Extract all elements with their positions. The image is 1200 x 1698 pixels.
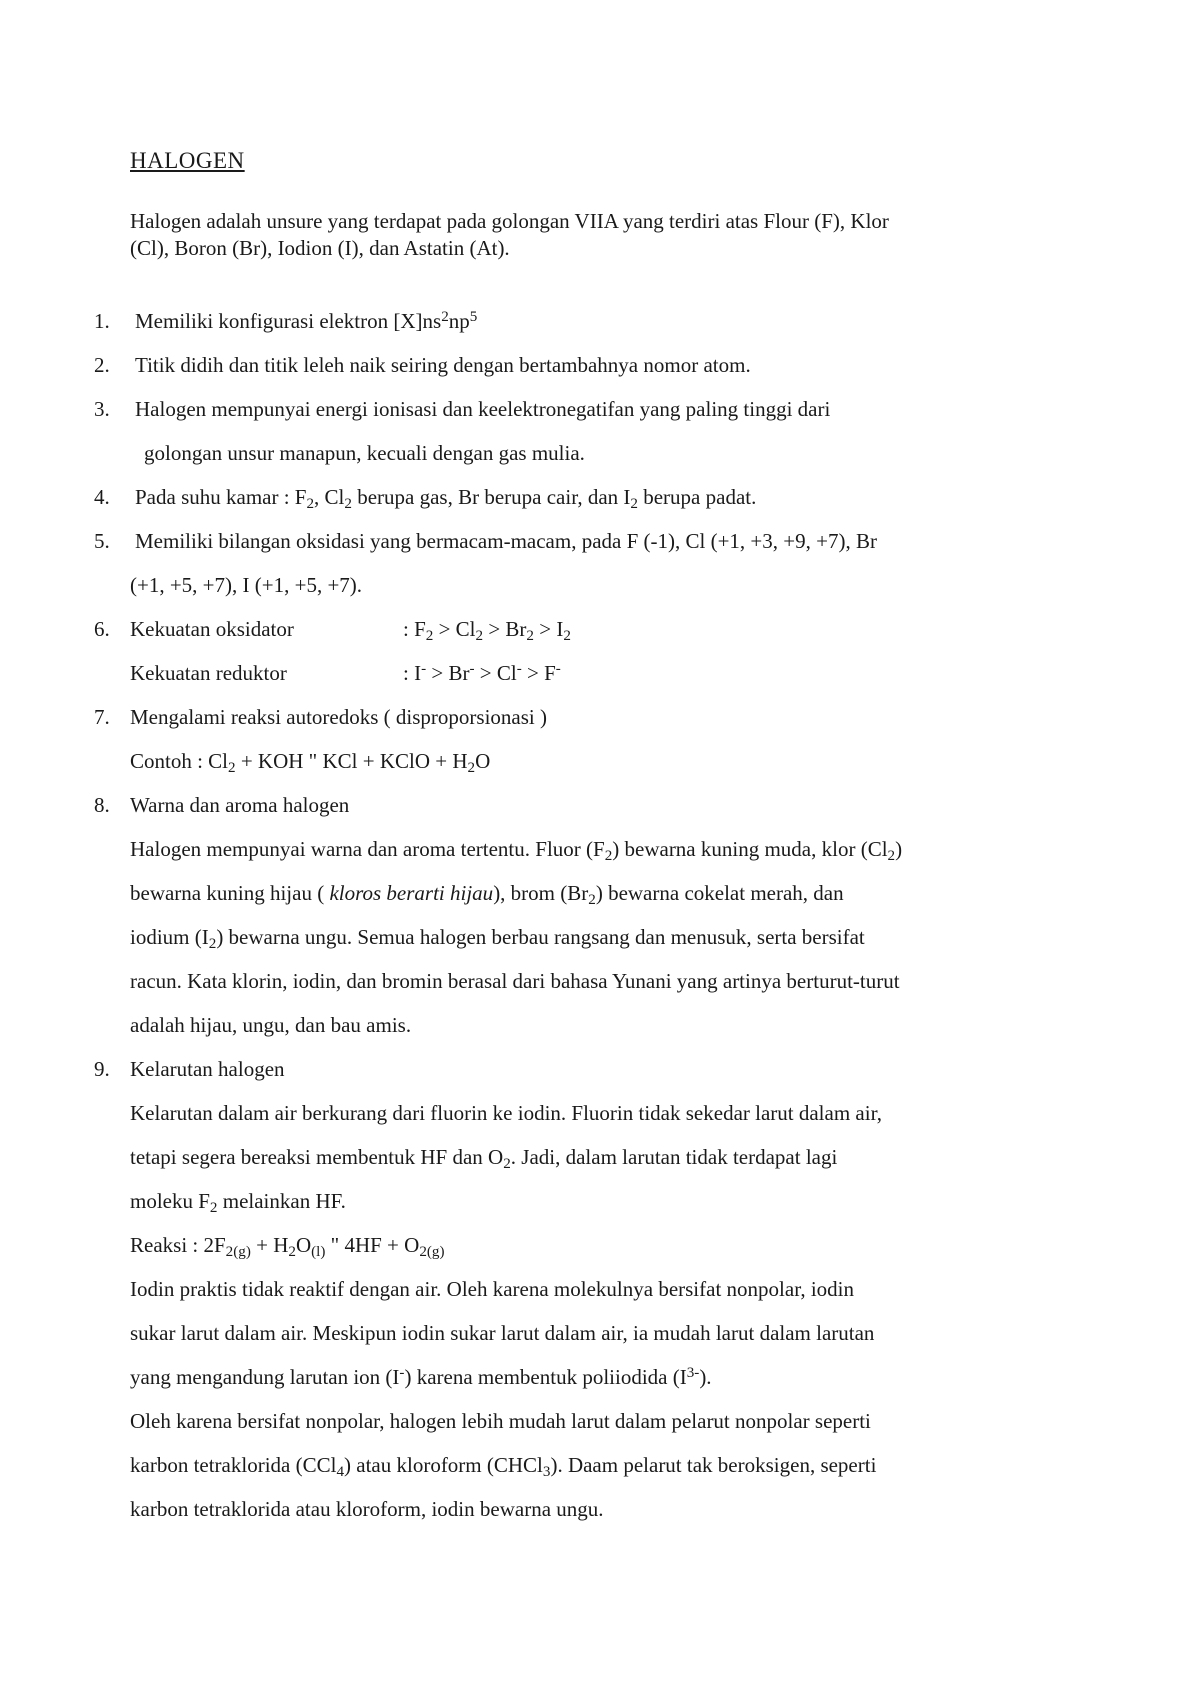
item-number: 3.: [94, 397, 110, 421]
item-text: Warna dan aroma halogen: [130, 793, 350, 817]
item-text: moleku $F_2$ melainkan HF.: [130, 1189, 346, 1216]
item-number: 4.: [94, 485, 110, 509]
item-text: Iodin praktis tidak reaktif dengan air. Oleh karena molekulnya bersifat nonpolar, iodin: [130, 1277, 855, 1301]
item-text: racun. Kata klorin, iodin, dan bromin berasal dari bahasa Yunani yang artinya berturut-turut: [130, 969, 900, 993]
item-text: iodium $(I_2)$ bewarna ungu. Semua halogen berbau rangsang dan menusuk, serta bersifat: [130, 925, 865, 952]
intro-line: (Cl), Boron (Br), Iodion (I), dan Astatin (At).: [130, 236, 510, 260]
item-text: Pada suhu kamar : $F_2$, $Cl_2$ berupa gas, Br berupa cair, dan $I_2$ berupa padat.: [135, 485, 757, 512]
intro-paragraph: [130, 208, 1030, 262]
item-text: Mengalami reaksi autoredoks ( disproporsionasi ): [130, 705, 547, 729]
item-label: Kekuatan reduktor: [130, 661, 287, 685]
item-text: Titik didih dan titik leleh naik seiring dengan bertambahnya nomor atom.: [135, 353, 751, 377]
item-number: 7.: [94, 705, 110, 729]
item-text: Memiliki konfigurasi elektron $[X]ns^2np^5$: [135, 309, 478, 333]
item-text: Halogen mempunyai energi ionisasi dan keelektronegatifan yang paling tinggi dari: [135, 397, 831, 421]
item-text: bewarna kuning hijau ( kloros berarti hijau), brom $(Br_2)$ bewarna cokelat merah, dan: [130, 881, 844, 908]
item-text: Oleh karena bersifat nonpolar, halogen lebih mudah larut dalam pelarut nonpolar seperti: [130, 1409, 871, 1433]
item-text: Kelarutan dalam air berkurang dari fluorin ke iodin. Fluorin tidak sekedar larut dalam air,: [130, 1101, 882, 1125]
item-text: Kelarutan halogen: [130, 1057, 285, 1081]
intro-line: Halogen adalah unsure yang terdapat pada golongan VIIA yang terdiri atas Flour (F), Klor: [130, 209, 889, 233]
item-number: 5.: [94, 529, 110, 553]
page-title: HALOGEN: [130, 148, 245, 173]
item-text: karbon tetraklorida atau kloroform, iodin bewarna ungu.: [130, 1497, 604, 1521]
item-text: : $F_2 > Cl_2 > Br_2 > I_2$: [403, 617, 571, 644]
item-text: sukar larut dalam air. Meskipun iodin sukar larut dalam air, ia mudah larut dalam larutan: [130, 1321, 875, 1345]
item-number: 2.: [94, 353, 110, 377]
item-text: tetapi segera bereaksi membentuk HF dan $O_2$. Jadi, dalam larutan tidak terdapat lagi: [130, 1145, 838, 1172]
item-label: Kekuatan oksidator: [130, 617, 294, 641]
item-text: Contoh : $Cl_2$ + KOH " KCl + KClO + $H_2O$: [130, 749, 491, 776]
item-number: 9.: [94, 1057, 110, 1081]
item-text: golongan unsur manapun, kecuali dengan gas mulia.: [144, 441, 585, 465]
reaction-equation: Reaksi : $2F_{2(g)} + H_2O_{(l)}$ " $4HF + O_{2(g)}$: [130, 1233, 445, 1260]
item-text: adalah hijau, ungu, dan bau amis.: [130, 1013, 412, 1037]
item-text: karbon tetraklorida (CCl$_4$) atau kloroform (CHCl$_3$). Daam pelarut tak beroksigen, seperti: [130, 1453, 877, 1480]
item-number: 6.: [94, 617, 110, 641]
item-text: Halogen mempunyai warna dan aroma tertentu. Fluor $(F_2)$ bewarna kuning muda, klor $(Cl_2)$: [130, 837, 903, 864]
item-text: yang mengandung larutan ion (I-) karena membentuk poliiodida $(I^{3-})$.: [130, 1365, 712, 1389]
item-number: 8.: [94, 793, 110, 817]
item-number: 1.: [94, 309, 110, 333]
item-text: Memiliki bilangan oksidasi yang bermacam-macam, pada F (-1), Cl (+1, +3, +9, +7), Br: [135, 529, 877, 553]
item-text: (+1, +5, +7), I (+1, +5, +7).: [130, 573, 363, 597]
item-text: : I- > Br- > Cl- > F-: [403, 661, 561, 685]
